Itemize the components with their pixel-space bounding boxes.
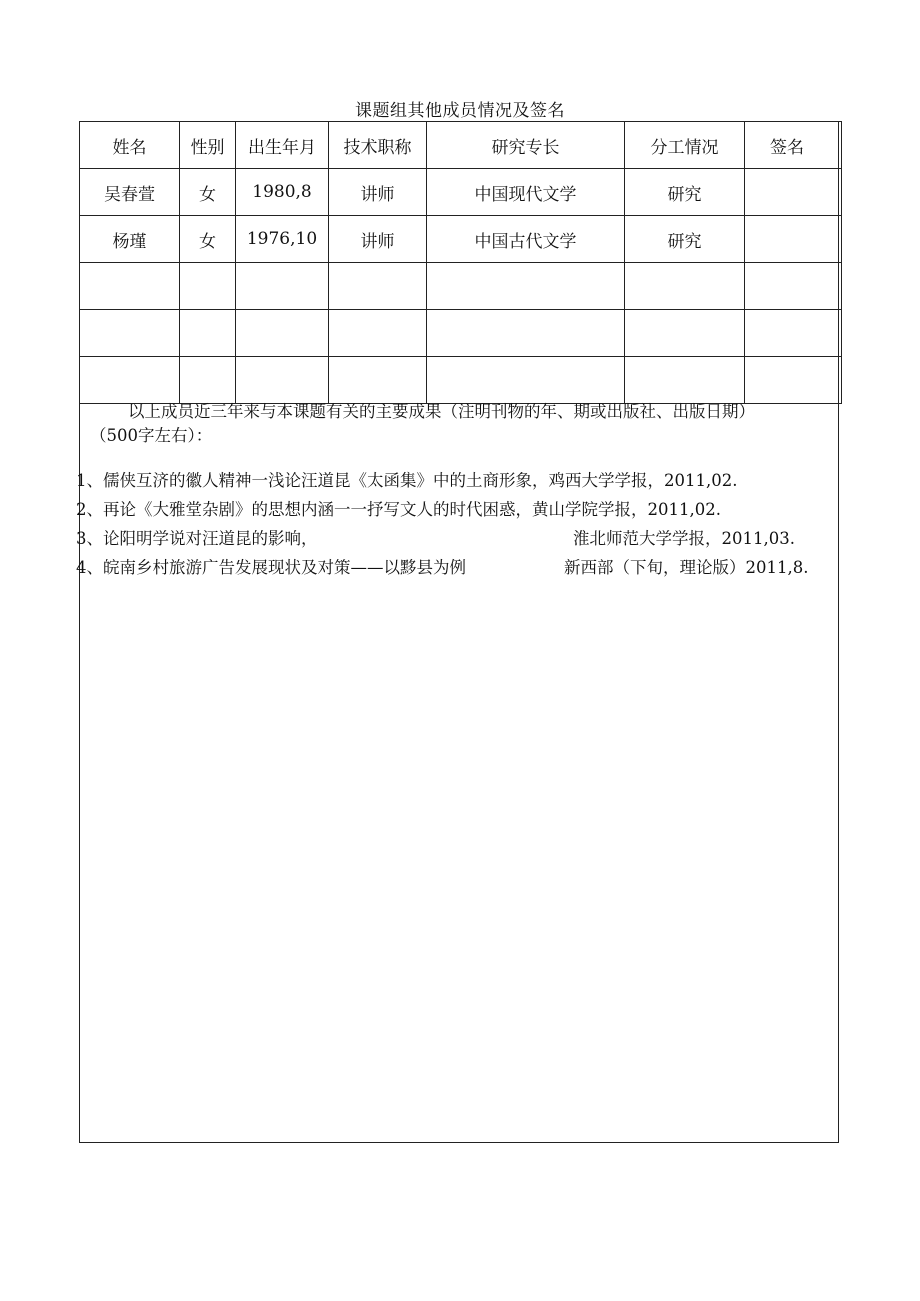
list-item [76,495,838,524]
cell-title[interactable] [329,310,427,357]
table-row-empty [80,357,842,404]
cell-division: 研究 [625,216,745,263]
cell-name[interactable] [80,310,180,357]
header-specialty: 研究专长 [427,122,625,169]
cell-specialty[interactable] [427,310,625,357]
achievements-intro-note: （500字左右）： [90,426,213,445]
achievement-text: 4、皖南乡村旅游广告发展现状及对策——以黟县为例 [76,558,466,577]
cell-birth[interactable] [236,357,329,404]
cell-name: 杨瑾 [80,216,180,263]
achievements-section [76,398,838,582]
member-form [76,121,839,1143]
table-row-empty [80,310,842,357]
cell-name[interactable] [80,357,180,404]
achievement-text: 1、儒侠互济的徽人精神一浅论汪道昆《太函集》中的土商形象，鸡西大学学报，2011,02. [76,471,738,490]
cell-title[interactable] [329,263,427,310]
cell-title: 讲师 [329,216,427,263]
achievements-list [76,466,838,582]
cell-gender: 女 [180,216,236,263]
table-row [80,169,842,216]
list-item [76,524,838,553]
cell-birth[interactable] [236,263,329,310]
achievement-text: 3、论阳明学说对汪道昆的影响， [76,529,318,548]
cell-gender[interactable] [180,310,236,357]
header-gender: 性别 [180,122,236,169]
cell-signature[interactable] [745,357,842,404]
header-birth: 出生年月 [236,122,329,169]
header-title: 技术职称 [329,122,427,169]
cell-signature[interactable] [745,216,842,263]
table-header-row [80,122,842,169]
cell-signature[interactable] [745,263,842,310]
cell-specialty: 中国古代文学 [427,216,625,263]
cell-birth: 1976,10 [236,216,329,263]
cell-signature[interactable] [745,310,842,357]
header-signature: 签名 [745,122,842,169]
achievement-publication: 新西部（下旬，理论版）2011,8. [564,558,809,577]
cell-division: 研究 [625,169,745,216]
members-table [79,121,842,404]
achievements-intro: 以上成员近三年来与本课题有关的主要成果（注明刊物的年、期或出版社、出版日期） [128,402,755,421]
cell-birth: 1980,8 [236,169,329,216]
list-item [76,553,838,582]
cell-specialty[interactable] [427,263,625,310]
cell-gender[interactable] [180,357,236,404]
form-title: 课题组其他成员情况及签名 [355,101,565,121]
cell-name: 吴春萱 [80,169,180,216]
cell-gender[interactable] [180,263,236,310]
table-row [80,216,842,263]
cell-division[interactable] [625,263,745,310]
achievement-text: 2、再论《大雅堂杂剧》的思想内涵一一抒写文人的时代困惑，黄山学院学报，2011,02. [76,500,721,519]
list-item [76,466,838,495]
cell-gender: 女 [180,169,236,216]
cell-specialty[interactable] [427,357,625,404]
achievement-publication: 淮北师范大学学报，2011,03. [573,529,795,548]
cell-birth[interactable] [236,310,329,357]
cell-title: 讲师 [329,169,427,216]
cell-signature[interactable] [745,169,842,216]
cell-name[interactable] [80,263,180,310]
header-name: 姓名 [80,122,180,169]
cell-specialty: 中国现代文学 [427,169,625,216]
cell-division[interactable] [625,357,745,404]
cell-division[interactable] [625,310,745,357]
table-row-empty [80,263,842,310]
header-division: 分工情况 [625,122,745,169]
cell-title[interactable] [329,357,427,404]
